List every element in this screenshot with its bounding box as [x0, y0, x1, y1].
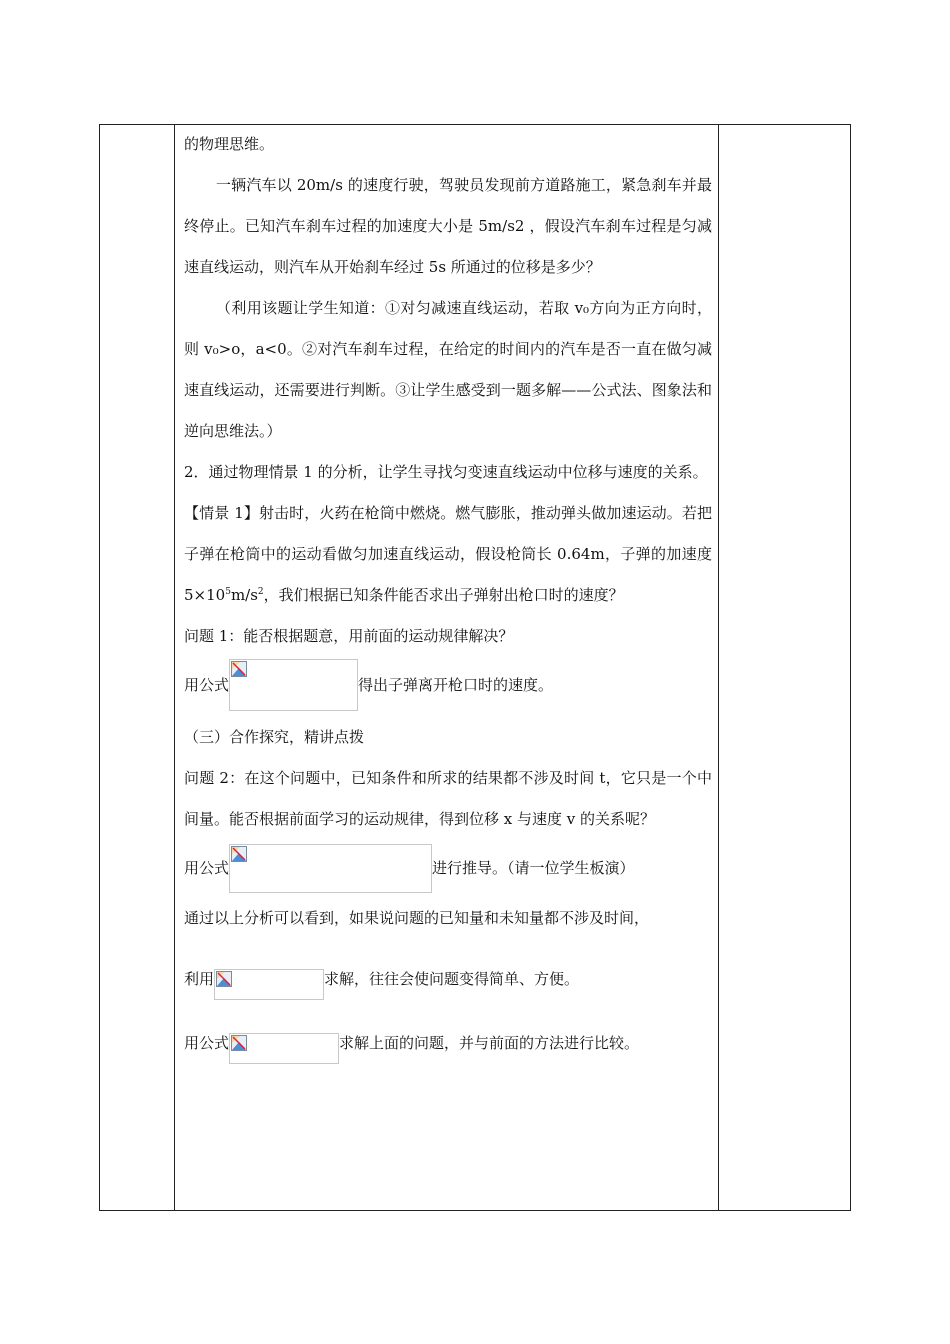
section-step-2: 2．通过物理情景 1 的分析，让学生寻找匀变速直线运动中位移与速度的关系。	[184, 463, 708, 481]
column-divider-right	[718, 125, 719, 1210]
teaching-note: （利用该题让学生知道：①对匀减速直线运动，若取 v₀方向为正方向时，则 v₀>o，a<0。②对汽车刹车过程，在给定的时间内的汽车是否一直在做匀减速直线运动，还需要进行判断。③让学生感受到一题多解——公式法、图象法和逆向思维法。）	[184, 299, 712, 440]
formula-row-3: 利用 求解，往往会使问题变得简单、方便。	[184, 959, 712, 999]
formula-row-1: 用公式 得出子弹离开枪口时的速度。	[184, 657, 712, 713]
formula-row-4: 用公式 求解上面的问题，并与前面的方法进行比较。	[184, 1023, 712, 1063]
analysis-line: 通过以上分析可以看到，如果说问题的已知量和未知量都不涉及时间，	[184, 909, 650, 927]
broken-image-icon	[231, 661, 247, 677]
scenario-1: 【情景 1】射击时，火药在枪筒中燃烧。燃气膨胀，推动弹头做加速运动。若把子弹在枪筒中的运动看做匀加速直线运动，假设枪筒长 0.64m，子弹的加速度 $5\times 10^5m/s^2$，我们根据已知条件能否求出子弹射出枪口时的速度？	[184, 504, 712, 604]
column-divider-left	[174, 125, 175, 1210]
formula-row-2: 用公式 进行推导。（请一位学生板演）	[184, 842, 712, 894]
formula-image-4	[229, 1033, 339, 1064]
example-problem: 一辆汽车以 20m/s 的速度行驶，驾驶员发现前方道路施工，紧急刹车并最终停止。已知汽车刹车过程的加速度大小是 5m/s2 ，假设汽车刹车过程是匀减速直线运动，则汽车从开始刹车经过 5s 所通过的位移是多少？	[184, 176, 712, 276]
question-2: 问题 2：在这个问题中，已知条件和所求的结果都不涉及时间 t，它只是一个中间量。能否根据前面学习的运动规律，得到位移 x 与速度 v 的关系呢？	[184, 769, 712, 828]
lesson-content	[184, 124, 712, 1063]
formula-image-2	[229, 844, 432, 893]
broken-image-icon	[231, 846, 247, 862]
formula-image-3	[214, 969, 324, 1000]
broken-image-icon	[216, 971, 232, 987]
question-1: 问题 1：能否根据题意，用前面的运动规律解决？	[184, 627, 514, 645]
section-3-heading: （三）合作探究，精讲点拨	[184, 728, 365, 746]
formula-image-1	[229, 659, 358, 711]
text-line: 的物理思维。	[184, 135, 275, 153]
broken-image-icon	[231, 1035, 247, 1051]
